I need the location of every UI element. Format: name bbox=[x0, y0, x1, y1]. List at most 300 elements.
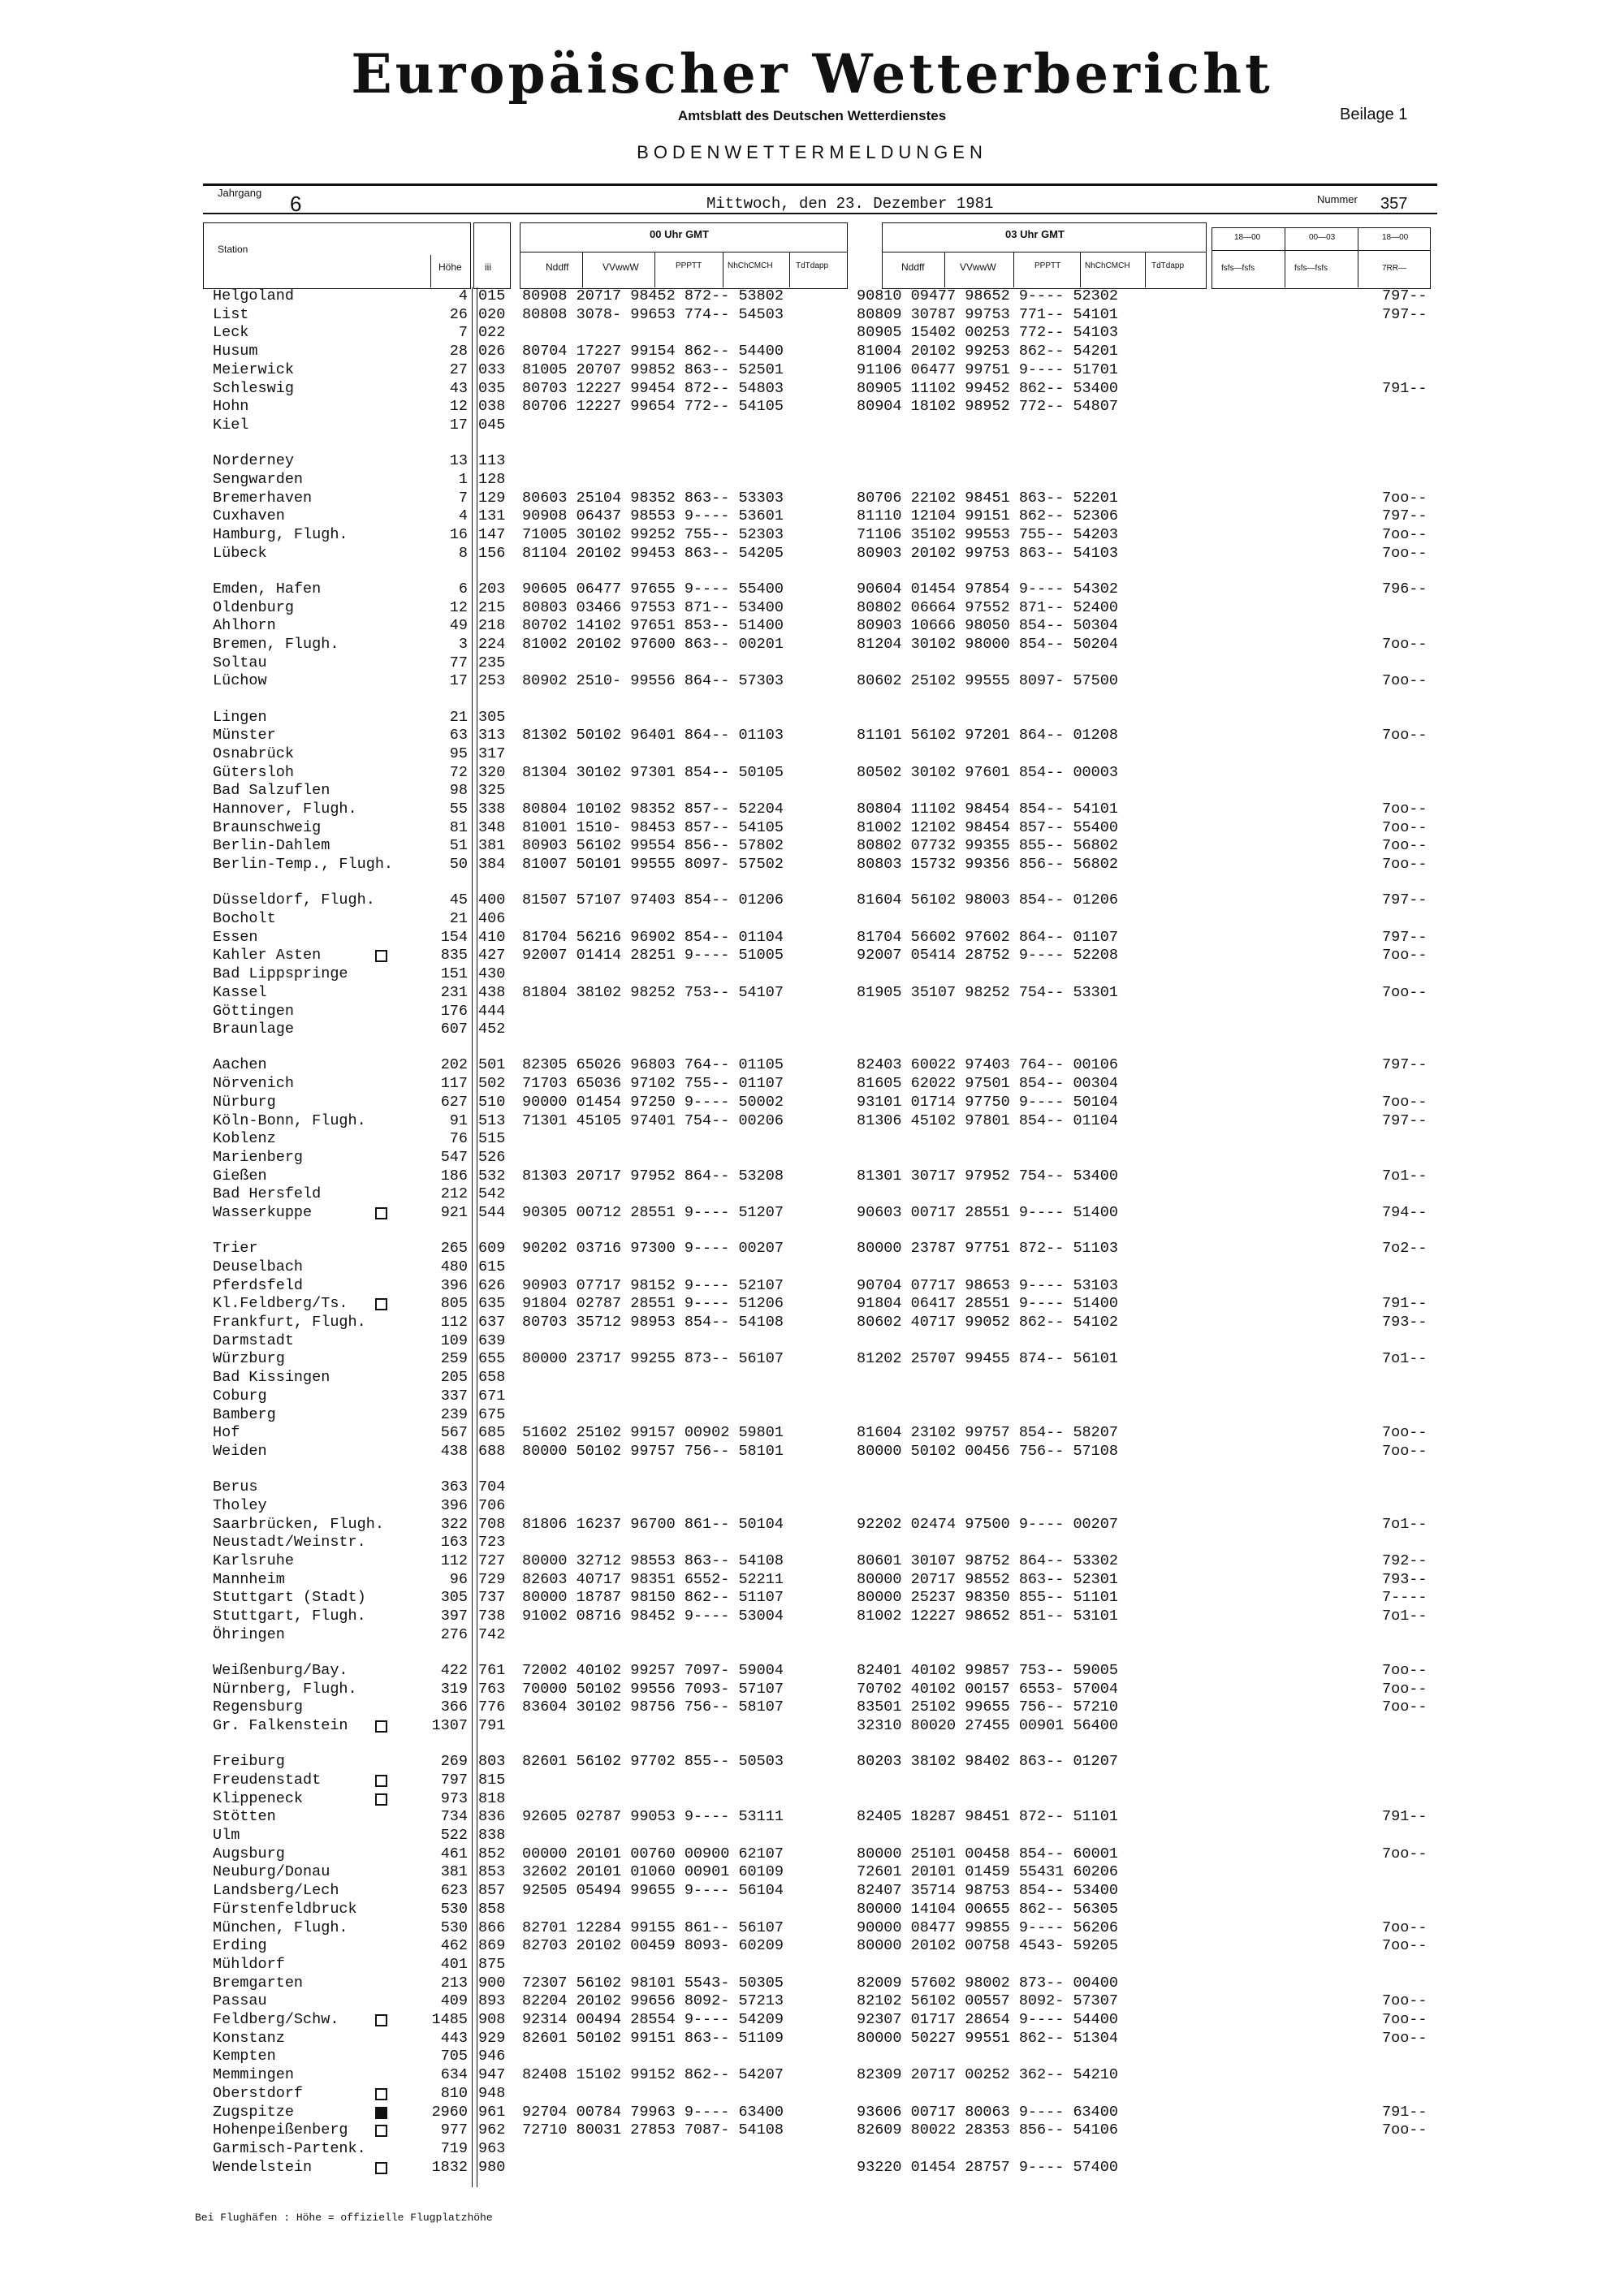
r3-top: 18—00 bbox=[1382, 233, 1409, 242]
station-id: 022 bbox=[478, 324, 506, 342]
table-row bbox=[0, 1021, 1624, 1038]
table-row bbox=[0, 1351, 1624, 1367]
station-id: 410 bbox=[478, 928, 506, 946]
obs-03-groups: 70702 40102 00157 6553- 57004 bbox=[857, 1680, 1118, 1698]
station-height: 239 bbox=[440, 1405, 468, 1423]
table-row bbox=[0, 966, 1624, 982]
table-row bbox=[0, 1534, 1624, 1551]
station-name: Feldberg/Schw. bbox=[213, 2011, 339, 2028]
obs-00-groups: 90903 07717 98152 9---- 52107 bbox=[522, 1276, 784, 1294]
section-title: BODENWETTERMELDUNGEN bbox=[637, 142, 987, 162]
station-height: 337 bbox=[440, 1387, 468, 1405]
obs-00-groups: 90305 00712 28551 9---- 51207 bbox=[522, 1204, 784, 1221]
station-id: 033 bbox=[478, 360, 506, 378]
station-name: Pferdsfeld bbox=[213, 1276, 304, 1294]
table-row bbox=[0, 1920, 1624, 1936]
station-height: 109 bbox=[440, 1331, 468, 1349]
station-id: 815 bbox=[478, 1771, 506, 1789]
footnote: Bei Flughäfen : Höhe = offizielle Flugplatzhöhe bbox=[195, 2212, 493, 2224]
obs-03-groups: 93606 00717 80063 9---- 63400 bbox=[857, 2103, 1118, 2121]
obs-03-groups: 80903 10666 98050 854-- 50304 bbox=[857, 617, 1118, 635]
station-height: 91 bbox=[449, 1111, 468, 1129]
station-height: 202 bbox=[440, 1056, 468, 1074]
station-name: Gütersloh bbox=[213, 763, 294, 781]
table-row bbox=[0, 2067, 1624, 2083]
station-id: 688 bbox=[478, 1442, 506, 1460]
station-name: Stötten bbox=[213, 1808, 276, 1826]
station-id: 156 bbox=[478, 544, 506, 562]
remark-groups: 7oo-- bbox=[1382, 801, 1427, 818]
station-id: 908 bbox=[478, 2011, 506, 2028]
remark-groups: 7oo-- bbox=[1382, 2121, 1427, 2139]
table-row bbox=[0, 1388, 1624, 1405]
station-name: Nürnberg, Flugh. bbox=[213, 1680, 357, 1698]
station-id: 045 bbox=[478, 416, 506, 434]
obs-03-groups: 81905 35107 98252 754-- 53301 bbox=[857, 983, 1118, 1001]
station-name: Zugspitze bbox=[213, 2103, 294, 2121]
station-id: 253 bbox=[478, 672, 506, 690]
obs-03-groups: 90704 07717 98653 9---- 53103 bbox=[857, 1276, 1118, 1294]
remark-groups: 792-- bbox=[1382, 1552, 1427, 1569]
table-row bbox=[0, 1241, 1624, 1257]
t03-div-2 bbox=[1013, 252, 1014, 287]
obs-00-groups: 90202 03716 97300 9---- 00207 bbox=[522, 1240, 784, 1258]
station-id: 962 bbox=[478, 2121, 506, 2139]
hoehe-header: Höhe bbox=[438, 261, 462, 273]
obs-03-groups: 90810 09477 98652 9---- 52302 bbox=[857, 287, 1118, 304]
station-height: 634 bbox=[440, 2066, 468, 2084]
obs-03-groups: 81101 56102 97201 864-- 01208 bbox=[857, 727, 1118, 744]
station-height: 4 bbox=[458, 507, 468, 525]
station-name: Braunlage bbox=[213, 1021, 294, 1038]
obs-00-groups: 80808 3078- 99653 774-- 54503 bbox=[522, 305, 784, 323]
obs-00-groups: 80703 35712 98953 854-- 54108 bbox=[522, 1314, 784, 1331]
obs-03-groups: 82609 80022 28353 856-- 54106 bbox=[857, 2121, 1118, 2139]
station-height: 381 bbox=[440, 1863, 468, 1881]
station-id: 852 bbox=[478, 1845, 506, 1862]
hoehe-divider bbox=[430, 255, 431, 287]
station-height: 2960 bbox=[431, 2103, 468, 2121]
obs-03-groups: 80802 06664 97552 871-- 52400 bbox=[857, 598, 1118, 616]
station-height: 422 bbox=[440, 1661, 468, 1679]
obs-00-groups: 71005 30102 99252 755-- 52303 bbox=[522, 525, 784, 543]
table-row bbox=[0, 1590, 1624, 1606]
table-row bbox=[0, 343, 1624, 360]
station-id: 026 bbox=[478, 343, 506, 360]
station-name: Fürstenfeldbruck bbox=[213, 1900, 357, 1918]
station-name: Nörvenich bbox=[213, 1075, 294, 1093]
station-name: Stuttgart, Flugh. bbox=[213, 1608, 366, 1625]
table-row bbox=[0, 1627, 1624, 1643]
station-name: Würzburg bbox=[213, 1350, 285, 1368]
station-height: 265 bbox=[440, 1240, 468, 1258]
station-height: 547 bbox=[440, 1148, 468, 1166]
obs-00-groups: 82305 65026 96803 764-- 01105 bbox=[522, 1056, 784, 1074]
station-name: Saarbrücken, Flugh. bbox=[213, 1515, 384, 1533]
station-id: 235 bbox=[478, 654, 506, 671]
table-row bbox=[0, 1278, 1624, 1294]
station-height: 98 bbox=[449, 782, 468, 800]
station-id: 900 bbox=[478, 1974, 506, 1992]
station-id: 655 bbox=[478, 1350, 506, 1368]
table-row bbox=[0, 1296, 1624, 1312]
obs-00-groups: 80706 12227 99654 772-- 54105 bbox=[522, 398, 784, 416]
station-header: Station bbox=[218, 244, 248, 255]
t00-col-ppptt: PPPTT bbox=[676, 261, 702, 270]
remark-groups: 793-- bbox=[1382, 1314, 1427, 1331]
obs-00-groups: 81303 20717 97952 864-- 53208 bbox=[522, 1167, 784, 1185]
station-height: 13 bbox=[449, 452, 468, 470]
station-name: Neuburg/Donau bbox=[213, 1863, 330, 1881]
obs-00-groups: 81804 38102 98252 753-- 54107 bbox=[522, 983, 784, 1001]
remark-groups: 797-- bbox=[1382, 928, 1427, 946]
remark-groups: 7oo-- bbox=[1382, 489, 1427, 507]
obs-00-groups: 82603 40717 98351 6552- 52211 bbox=[522, 1570, 784, 1588]
obs-00-groups: 82703 20102 00459 8093- 60209 bbox=[522, 1937, 784, 1955]
obs-03-groups: 82405 18287 98451 872-- 51101 bbox=[857, 1808, 1118, 1826]
station-id: 818 bbox=[478, 1789, 506, 1807]
table-row bbox=[0, 1407, 1624, 1423]
obs-03-groups: 81202 25707 99455 874-- 56101 bbox=[857, 1350, 1118, 1368]
remark-groups: 7oo-- bbox=[1382, 1937, 1427, 1955]
station-name: Düsseldorf, Flugh. bbox=[213, 891, 375, 909]
station-name: München, Flugh. bbox=[213, 1918, 348, 1936]
station-height: 734 bbox=[440, 1808, 468, 1826]
station-name: Wasserkuppe bbox=[213, 1204, 313, 1221]
station-id: 510 bbox=[478, 1093, 506, 1111]
table-row bbox=[0, 765, 1624, 781]
station-id: 761 bbox=[478, 1661, 506, 1679]
obs-03-groups: 90000 08477 99855 9---- 56206 bbox=[857, 1918, 1118, 1936]
obs-03-groups: 81002 12227 98652 851-- 53101 bbox=[857, 1608, 1118, 1625]
obs-00-groups: 92704 00784 79963 9---- 63400 bbox=[522, 2103, 784, 2121]
remark-groups: 797-- bbox=[1382, 891, 1427, 909]
station-name: Bad Hersfeld bbox=[213, 1185, 322, 1203]
table-row bbox=[0, 1938, 1624, 1954]
station-id: 637 bbox=[478, 1314, 506, 1331]
obs-00-groups: 71703 65036 97102 755-- 01107 bbox=[522, 1075, 784, 1093]
station-id: 947 bbox=[478, 2066, 506, 2084]
obs-03-groups: 82309 20717 00252 362-- 54210 bbox=[857, 2066, 1118, 2084]
station-name: Bad Lippspringe bbox=[213, 965, 348, 983]
table-row bbox=[0, 600, 1624, 616]
obs-03-groups: 90603 00717 28551 9---- 51400 bbox=[857, 1204, 1118, 1221]
station-name: Mannheim bbox=[213, 1570, 285, 1588]
remark-groups: 7oo-- bbox=[1382, 947, 1427, 965]
obs-00-groups: 82408 15102 99152 862-- 54207 bbox=[522, 2066, 784, 2084]
table-row bbox=[0, 1186, 1624, 1202]
obs-00-groups: 80804 10102 98352 857-- 52204 bbox=[522, 801, 784, 818]
station-height: 12 bbox=[449, 398, 468, 416]
station-id: 869 bbox=[478, 1937, 506, 1955]
station-height: 522 bbox=[440, 1827, 468, 1844]
station-height: 396 bbox=[440, 1496, 468, 1514]
station-name: Coburg bbox=[213, 1387, 267, 1405]
remark-groups: 7o1-- bbox=[1382, 1350, 1427, 1368]
r2-top: 00—03 bbox=[1309, 233, 1336, 242]
obs-03-groups: 80809 30787 99753 771-- 54101 bbox=[857, 305, 1118, 323]
table-row bbox=[0, 1718, 1624, 1734]
table-row bbox=[0, 892, 1624, 908]
obs-03-groups: 90604 01454 97854 9---- 54302 bbox=[857, 580, 1118, 598]
obs-00-groups: 80903 56102 99554 856-- 57802 bbox=[522, 837, 784, 855]
table-row bbox=[0, 581, 1624, 598]
r1-bottom: fsfs—fsfs bbox=[1221, 264, 1255, 273]
station-height: 77 bbox=[449, 654, 468, 671]
t00-col-vvwww: VVwwW bbox=[603, 261, 639, 273]
station-height: 567 bbox=[440, 1424, 468, 1442]
obs-00-groups: 80908 20717 98452 872-- 53802 bbox=[522, 287, 784, 304]
station-name: Kl.Feldberg/Ts. bbox=[213, 1295, 348, 1313]
obs-00-groups: 90908 06437 98553 9---- 53601 bbox=[522, 507, 784, 525]
t03-div-4 bbox=[1145, 252, 1146, 287]
station-id: 218 bbox=[478, 617, 506, 635]
station-name: Hohn bbox=[213, 398, 249, 416]
station-id: 866 bbox=[478, 1918, 506, 1936]
station-height: 401 bbox=[440, 1955, 468, 1973]
station-height: 213 bbox=[440, 1974, 468, 1992]
issue-date: Mittwoch, den 23. Dezember 1981 bbox=[706, 195, 994, 213]
station-name: Berus bbox=[213, 1478, 258, 1496]
station-height: 1 bbox=[458, 470, 468, 488]
station-name: Hannover, Flugh. bbox=[213, 801, 357, 818]
remark-groups: 7oo-- bbox=[1382, 1992, 1427, 2010]
station-height: 1307 bbox=[431, 1717, 468, 1734]
remark-groups: 7oo-- bbox=[1382, 2029, 1427, 2047]
station-name: Braunschweig bbox=[213, 818, 322, 836]
table-row bbox=[0, 1572, 1624, 1588]
remarks-header-rule bbox=[1212, 250, 1431, 251]
obs-00-groups: 72710 80031 27853 7087- 54108 bbox=[522, 2121, 784, 2139]
obs-00-groups: 82601 56102 97702 855-- 50503 bbox=[522, 1753, 784, 1771]
obs-03-groups: 93101 01714 97750 9---- 50104 bbox=[857, 1093, 1118, 1111]
table-row bbox=[0, 2086, 1624, 2102]
station-name: Augsburg bbox=[213, 1845, 285, 1862]
station-height: 623 bbox=[440, 1882, 468, 1900]
station-height: 259 bbox=[440, 1350, 468, 1368]
station-name: Lüchow bbox=[213, 672, 267, 690]
station-height: 112 bbox=[440, 1314, 468, 1331]
station-height: 607 bbox=[440, 1021, 468, 1038]
station-name: Deuselbach bbox=[213, 1258, 304, 1275]
station-id: 384 bbox=[478, 856, 506, 874]
station-id: 658 bbox=[478, 1369, 506, 1387]
date-rule bbox=[203, 213, 1437, 214]
table-row bbox=[0, 1370, 1624, 1386]
open-square-icon bbox=[375, 1775, 387, 1787]
station-height: 322 bbox=[440, 1515, 468, 1533]
station-height: 231 bbox=[440, 983, 468, 1001]
table-row bbox=[0, 472, 1624, 488]
station-height: 81 bbox=[449, 818, 468, 836]
station-id: 706 bbox=[478, 1496, 506, 1514]
station-name: List bbox=[213, 305, 249, 323]
remark-groups: 7oo-- bbox=[1382, 818, 1427, 836]
table-row bbox=[0, 930, 1624, 946]
header-rule bbox=[203, 183, 1437, 186]
remark-groups: 7o2-- bbox=[1382, 1240, 1427, 1258]
station-height: 921 bbox=[440, 1204, 468, 1221]
table-row bbox=[0, 1479, 1624, 1495]
station-height: 1485 bbox=[431, 2011, 468, 2028]
station-id: 635 bbox=[478, 1295, 506, 1313]
t00-div-1 bbox=[582, 252, 583, 287]
station-id: 875 bbox=[478, 1955, 506, 1973]
station-height: 462 bbox=[440, 1937, 468, 1955]
obs-03-groups: 81110 12104 99151 862-- 52306 bbox=[857, 507, 1118, 525]
r2-bottom: fsfs—fsfs bbox=[1294, 264, 1328, 273]
obs-03-groups: 32310 80020 27455 00901 56400 bbox=[857, 1717, 1118, 1734]
table-row bbox=[0, 490, 1624, 507]
remark-groups: 797-- bbox=[1382, 305, 1427, 323]
remark-groups: 7o1-- bbox=[1382, 1167, 1427, 1185]
station-name: Aachen bbox=[213, 1056, 267, 1074]
station-height: 28 bbox=[449, 343, 468, 360]
table-row bbox=[0, 362, 1624, 378]
obs-00-groups: 72307 56102 98101 5543- 50305 bbox=[522, 1974, 784, 1992]
station-name: Göttingen bbox=[213, 1002, 294, 1020]
t00-col-td: TdTdapp bbox=[796, 261, 829, 270]
station-name: Tholey bbox=[213, 1496, 267, 1514]
station-name: Klippeneck bbox=[213, 1789, 304, 1807]
station-id: 532 bbox=[478, 1167, 506, 1185]
obs-00-groups: 51602 25102 99157 00902 59801 bbox=[522, 1424, 784, 1442]
table-row bbox=[0, 783, 1624, 799]
obs-03-groups: 92007 05414 28752 9---- 52208 bbox=[857, 947, 1118, 965]
table-row bbox=[0, 1809, 1624, 1825]
station-name: Husum bbox=[213, 343, 258, 360]
station-height: 17 bbox=[449, 416, 468, 434]
t03-col-ppptt: PPPTT bbox=[1034, 261, 1061, 270]
table-row bbox=[0, 710, 1624, 726]
open-square-icon bbox=[375, 1298, 387, 1310]
station-name: Soltau bbox=[213, 654, 267, 671]
table-row bbox=[0, 985, 1624, 1001]
station-id: 438 bbox=[478, 983, 506, 1001]
table-row bbox=[0, 527, 1624, 543]
station-name: Cuxhaven bbox=[213, 507, 285, 525]
station-id: 215 bbox=[478, 598, 506, 616]
station-name: Lübeck bbox=[213, 544, 267, 562]
station-name: Konstanz bbox=[213, 2029, 285, 2047]
obs-03-groups: 82401 40102 99857 753-- 59005 bbox=[857, 1661, 1118, 1679]
station-height: 112 bbox=[440, 1552, 468, 1569]
obs-00-groups: 81104 20102 99453 863-- 54205 bbox=[522, 544, 784, 562]
station-name: Bamberg bbox=[213, 1405, 276, 1423]
station-id: 203 bbox=[478, 580, 506, 598]
remark-groups: 791-- bbox=[1382, 2103, 1427, 2121]
station-name: Köln-Bonn, Flugh. bbox=[213, 1111, 366, 1129]
station-height: 973 bbox=[440, 1789, 468, 1807]
station-id: 729 bbox=[478, 1570, 506, 1588]
iii-header-box bbox=[473, 222, 511, 289]
table-row bbox=[0, 1168, 1624, 1185]
table-row bbox=[0, 1517, 1624, 1533]
station-id: 406 bbox=[478, 910, 506, 927]
station-height: 55 bbox=[449, 801, 468, 818]
obs-00-groups: 00000 20101 00760 00900 62107 bbox=[522, 1845, 784, 1862]
table-row bbox=[0, 1772, 1624, 1789]
obs-03-groups: 91106 06477 99751 9---- 51701 bbox=[857, 360, 1118, 378]
t00-div-2 bbox=[654, 252, 655, 287]
nummer-value: 357 bbox=[1380, 195, 1408, 213]
obs-00-groups: 80702 14102 97651 853-- 51400 bbox=[522, 617, 784, 635]
table-row bbox=[0, 1057, 1624, 1073]
station-name: Helgoland bbox=[213, 287, 294, 304]
remark-groups: 7oo-- bbox=[1382, 1093, 1427, 1111]
remark-groups: 7oo-- bbox=[1382, 1661, 1427, 1679]
table-row bbox=[0, 1681, 1624, 1698]
station-name: Regensburg bbox=[213, 1698, 304, 1716]
obs-03-groups: 80904 18102 98952 772-- 54807 bbox=[857, 398, 1118, 416]
station-id: 305 bbox=[478, 708, 506, 726]
station-height: 72 bbox=[449, 763, 468, 781]
station-height: 186 bbox=[440, 1167, 468, 1185]
station-id: 708 bbox=[478, 1515, 506, 1533]
station-id: 727 bbox=[478, 1552, 506, 1569]
obs-00-groups: 91804 02787 28551 9---- 51206 bbox=[522, 1295, 784, 1313]
table-row bbox=[0, 727, 1624, 744]
station-name: Frankfurt, Flugh. bbox=[213, 1314, 366, 1331]
table-row bbox=[0, 1791, 1624, 1807]
station-id: 738 bbox=[478, 1608, 506, 1625]
station-height: 76 bbox=[449, 1130, 468, 1148]
obs-00-groups: 81302 50102 96401 864-- 01103 bbox=[522, 727, 784, 744]
obs-00-groups: 81001 1510- 98453 857-- 54105 bbox=[522, 818, 784, 836]
obs-03-groups: 80000 25101 00458 854-- 60001 bbox=[857, 1845, 1118, 1862]
obs-03-groups: 80905 15402 00253 772-- 54103 bbox=[857, 324, 1118, 342]
station-id: 776 bbox=[478, 1698, 506, 1716]
station-height: 319 bbox=[440, 1680, 468, 1698]
station-name: Marienberg bbox=[213, 1148, 304, 1166]
station-height: 21 bbox=[449, 910, 468, 927]
station-id: 961 bbox=[478, 2103, 506, 2121]
obs-00-groups: 80000 32712 98553 863-- 54108 bbox=[522, 1552, 784, 1569]
remark-groups: 797-- bbox=[1382, 1056, 1427, 1074]
table-row bbox=[0, 1663, 1624, 1679]
station-height: 6 bbox=[458, 580, 468, 598]
remark-groups: 7o1-- bbox=[1382, 1515, 1427, 1533]
obs-00-groups: 92505 05494 99655 9---- 56104 bbox=[522, 1882, 784, 1900]
remark-groups: 7oo-- bbox=[1382, 1424, 1427, 1442]
remark-groups: 7oo-- bbox=[1382, 983, 1427, 1001]
table-row bbox=[0, 1846, 1624, 1862]
station-id: 313 bbox=[478, 727, 506, 744]
table-row bbox=[0, 453, 1624, 469]
obs-03-groups: 80502 30102 97601 854-- 00003 bbox=[857, 763, 1118, 781]
station-height: 27 bbox=[449, 360, 468, 378]
station-height: 7 bbox=[458, 489, 468, 507]
station-height: 95 bbox=[449, 744, 468, 762]
table-row bbox=[0, 1076, 1624, 1092]
obs-00-groups: 82601 50102 99151 863-- 51109 bbox=[522, 2029, 784, 2047]
station-name: Erding bbox=[213, 1937, 267, 1955]
obs-00-groups: 81704 56216 96902 854-- 01104 bbox=[522, 928, 784, 946]
open-square-icon bbox=[375, 1720, 387, 1733]
obs-00-groups: 81806 16237 96700 861-- 50104 bbox=[522, 1515, 784, 1533]
obs-00-groups: 81002 20102 97600 863-- 00201 bbox=[522, 635, 784, 653]
table-row bbox=[0, 2104, 1624, 2121]
obs-00-groups: 80704 17227 99154 862-- 54400 bbox=[522, 343, 784, 360]
station-name: Berlin-Temp., Flugh. bbox=[213, 856, 394, 874]
station-height: 269 bbox=[440, 1753, 468, 1771]
station-name: Osnabrück bbox=[213, 744, 294, 762]
obs-03-groups: 80905 11102 99452 862-- 53400 bbox=[857, 379, 1118, 397]
obs-03-groups: 81605 62022 97501 854-- 00304 bbox=[857, 1075, 1118, 1093]
beilage-label: Beilage 1 bbox=[1340, 106, 1408, 123]
station-id: 742 bbox=[478, 1625, 506, 1643]
obs-00-groups: 72002 40102 99257 7097- 59004 bbox=[522, 1661, 784, 1679]
